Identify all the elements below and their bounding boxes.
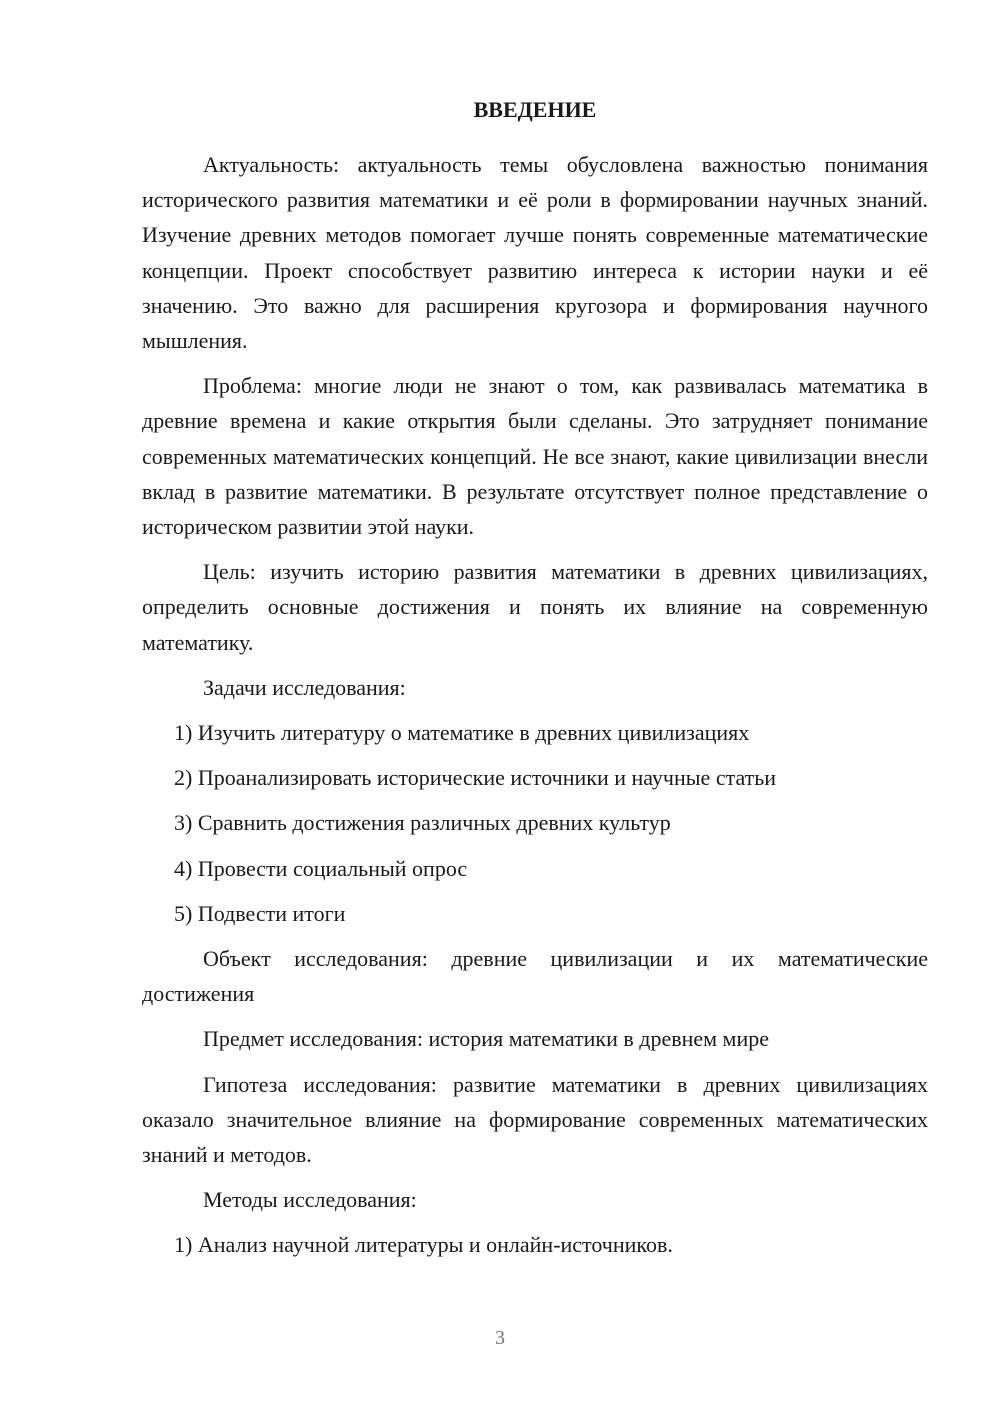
object-paragraph: Объект исследования: древние цивилизации и их математические достижения: [142, 946, 928, 1007]
relevance-paragraph: Актуальность: актуальность темы обусловлена важностью понимания исторического развития математики и её роли в формировании научных знаний. Изучение древних методов помогает лучше понять современные математические концепции. Проект способствует развитию интереса к истории науки и её значению. Это важно для расширения кругозора и формирования научного мышления.: [142, 152, 928, 354]
list-item: 3) Сравнить достижения различных древних культур: [174, 810, 671, 836]
goal-paragraph: Цель: изучить историю развития математики в древних цивилизациях, определить основные достижения и понять их влияние на современную математику.: [142, 559, 928, 655]
list-item: 1) Изучить литературу о математике в древних цивилизациях: [174, 720, 750, 746]
subject-paragraph: Предмет исследования: история математики в древнем мире: [203, 1026, 770, 1052]
tasks-label: Задачи исследования:: [203, 674, 406, 700]
list-item: 1) Анализ научной литературы и онлайн-источников.: [174, 1232, 673, 1258]
hypothesis-paragraph: Гипотеза исследования: развитие математики в древних цивилизациях оказало значительное влияние на формирование современных математических знаний и методов.: [142, 1071, 928, 1168]
list-item: 5) Подвести итоги: [174, 900, 346, 926]
page-number: 3: [495, 1327, 505, 1349]
methods-label: Методы исследования:: [203, 1187, 417, 1213]
problem-paragraph: Проблема: многие люди не знают о том, как развивалась математика в древние времена и какие открытия были сделаны. Это затрудняет понимание современных математических концепций. Не все знают, какие цивилизации внесли вклад в развитие математики. В результате отсутствует полное представление о историческом развитии этой науки.: [142, 373, 928, 540]
methods-list: [142, 1227, 928, 1262]
list-item: 4) Провести социальный опрос: [174, 855, 468, 881]
document-page: [142, 92, 928, 1273]
list-item: 2) Проанализировать исторические источники и научные статьи: [174, 765, 777, 791]
tasks-list: [142, 715, 928, 931]
section-heading: ВВЕДЕНИЕ: [473, 97, 597, 122]
